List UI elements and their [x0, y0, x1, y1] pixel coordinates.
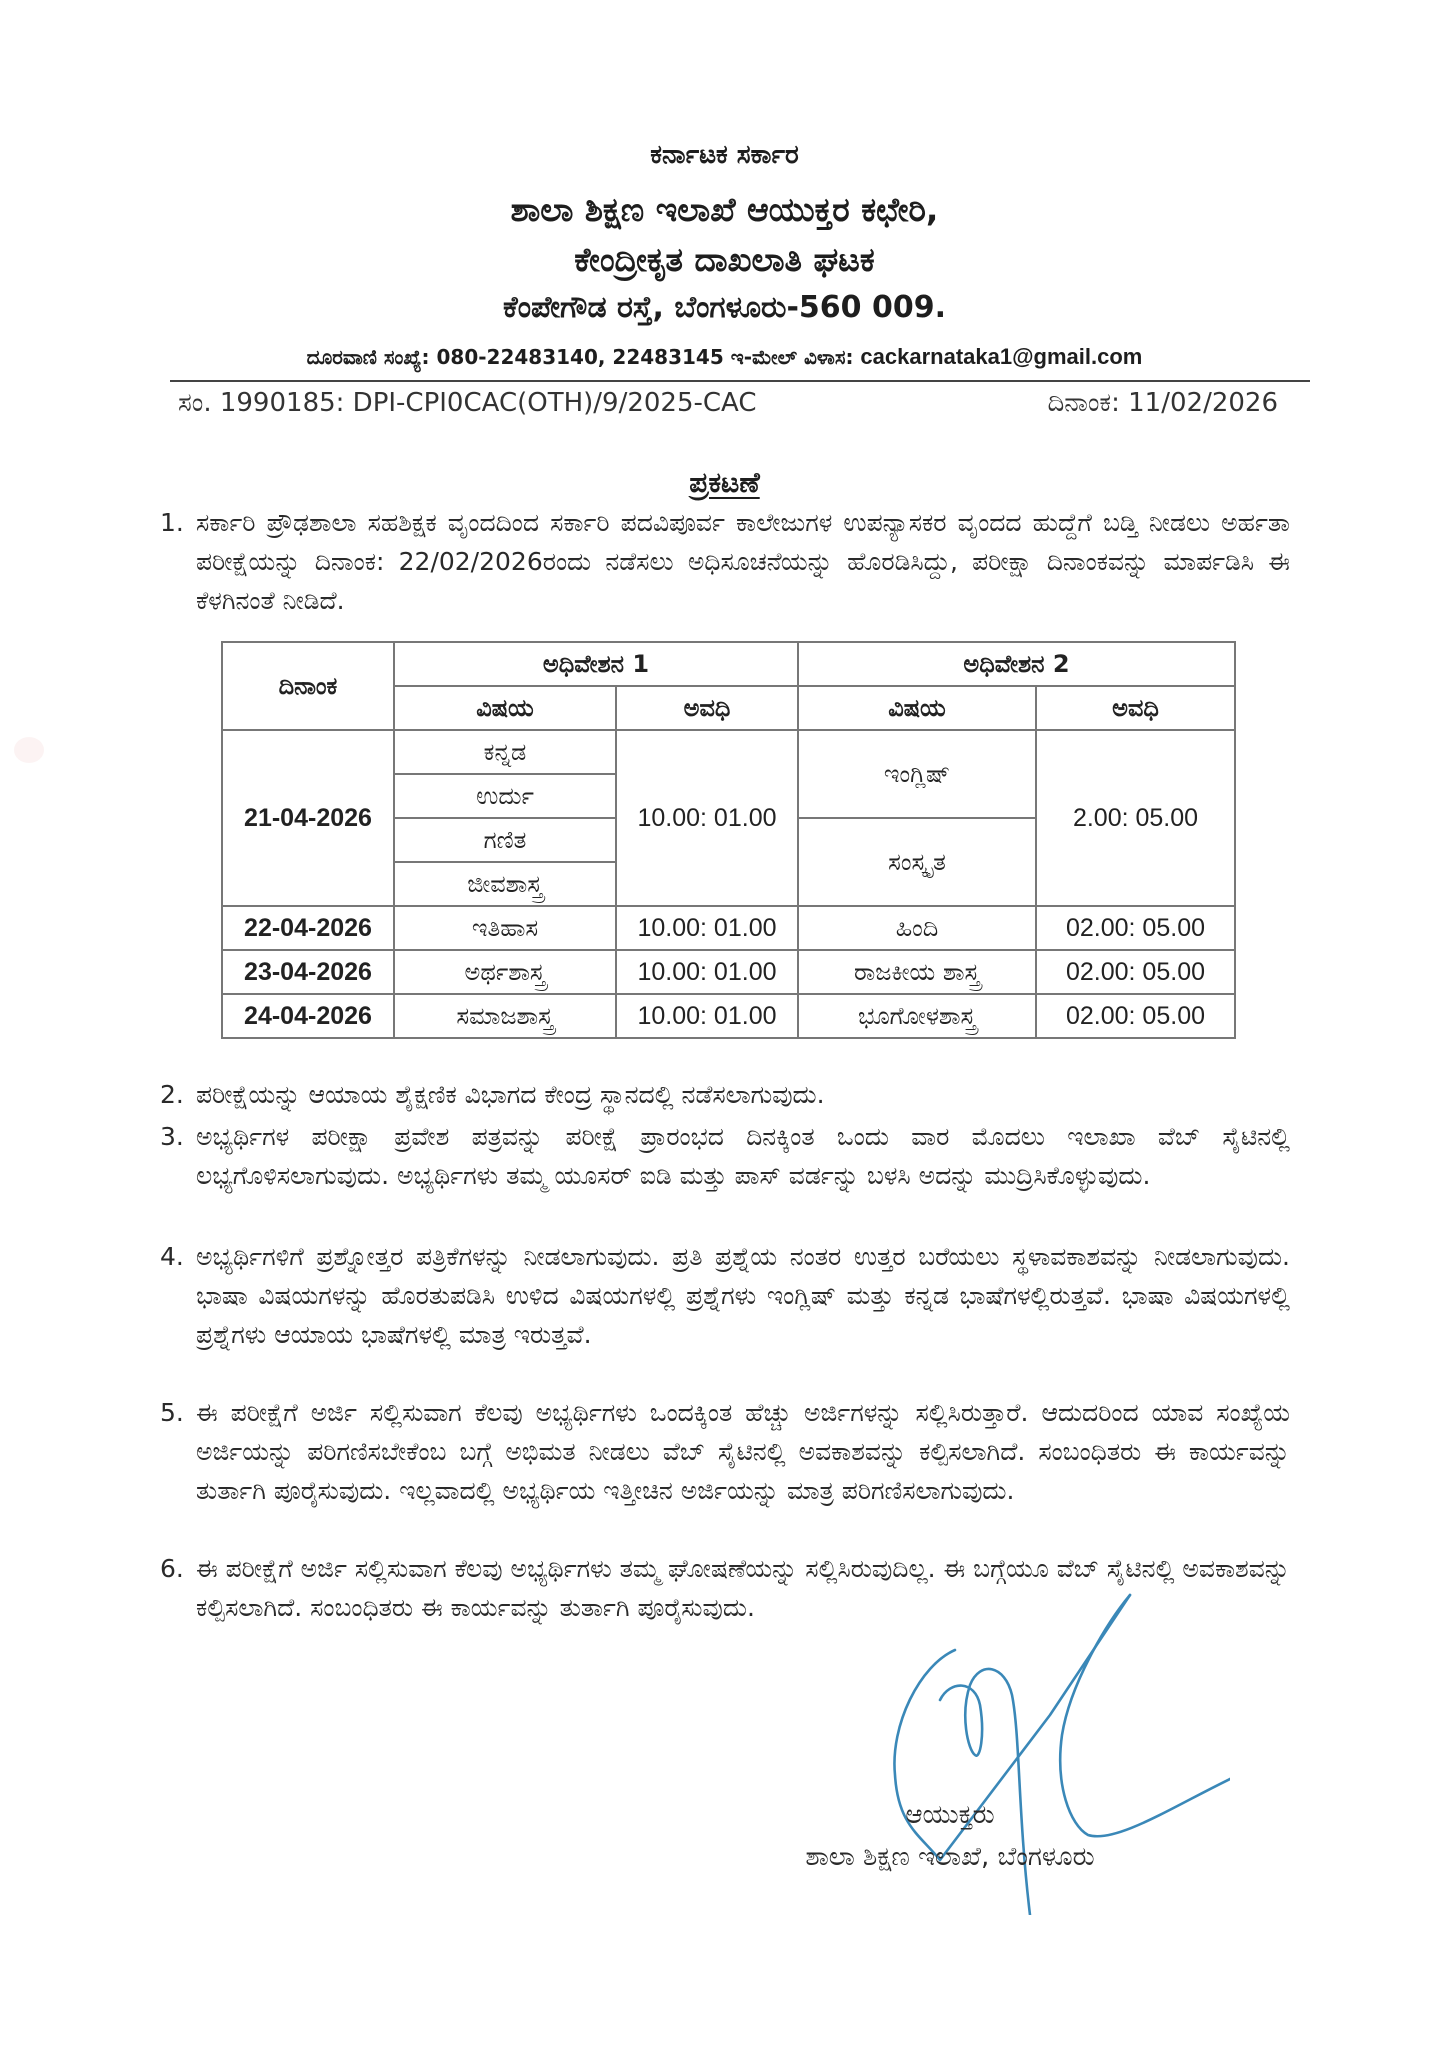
- issue-date: ದಿನಾಂಕ: 11/02/2026: [1047, 388, 1278, 418]
- header-date: ದಿನಾಂಕ: [222, 642, 394, 730]
- paragraph-number: 6.: [160, 1554, 184, 1583]
- paragraph-2: [160, 1075, 1290, 1114]
- cell-duration: 2.00: 05.00: [1036, 730, 1235, 906]
- government-name: ಕರ್ನಾಟಕ ಸರ್ಕಾರ: [650, 140, 799, 170]
- cell-duration: 02.00: 05.00: [1036, 950, 1235, 994]
- table-row: [222, 994, 1235, 1038]
- contact-line: [0, 344, 1449, 370]
- cell-subject: ಉರ್ದು: [394, 774, 616, 818]
- paragraph-text: ಈ ಪರೀಕ್ಷೆಗೆ ಅರ್ಜಿ ಸಲ್ಲಿಸುವಾಗ ಕೆಲವು ಅಭ್ಯರ್ಥಿಗಳು ಒಂದಕ್ಕಿಂತ ಹೆಚ್ಚು ಅರ್ಜಿಗಳನ್ನು ಸಲ್ಲಿಸಿರುತ್ತಾರೆ. ಆದುದರಿಂದ ಯಾವ ಸಂಖ್ಯೆಯ ಅರ್ಜಿಯನ್ನು ಪರಿಗಣಿಸಬೇಕೆಂಬ ಬಗ್ಗೆ ಅಭಿಮತ ನೀಡಲು ವೆಬ್ ಸೈಟಿನಲ್ಲಿ ಅವಕಾಶವನ್ನು ಕಲ್ಪಿಸಲಾಗಿದೆ. ಸಂಬಂಧಿತರು ಈ ಕಾರ್ಯವನ್ನು ತುರ್ತಾಗಿ ಪೂರೈಸುವುದು. ಇಲ್ಲವಾದಲ್ಲಿ ಅಭ್ಯರ್ಥಿಯ ಇತ್ತೀಚಿನ ಅರ್ಜಿಯನ್ನು ಮಾತ್ರ ಪರಿಗಣಿಸಲಾಗುವುದು.: [196, 1398, 1290, 1505]
- cell-date: 22-04-2026: [222, 906, 394, 950]
- table-row: [222, 950, 1235, 994]
- paragraph-number: 2.: [160, 1080, 184, 1109]
- cell-subject: ಇತಿಹಾಸ: [394, 906, 616, 950]
- office-name-line2: ಕೇಂದ್ರೀಕೃತ ದಾಖಲಾತಿ ಘಟಕ: [574, 240, 875, 279]
- cell-subject: ಕನ್ನಡ: [394, 730, 616, 774]
- notice-title: [0, 466, 1449, 500]
- cell-subject: ಭೂಗೋಳಶಾಸ್ತ್ರ: [798, 994, 1036, 1038]
- header-session-2: ಅಧಿವೇಶನ 2: [798, 642, 1235, 686]
- header-session1-subject: ವಿಷಯ: [394, 686, 616, 730]
- office-name-line1: ಶಾಲಾ ಶಿಕ್ಷಣ ಇಲಾಖೆ ಆಯುಕ್ತರ ಕಛೇರಿ,: [510, 190, 939, 229]
- paragraph-text: ಅಭ್ಯರ್ಥಿಗಳಿಗೆ ಪ್ರಶ್ನೋತ್ತರ ಪತ್ರಿಕೆಗಳನ್ನು ನೀಡಲಾಗುವುದು. ಪ್ರತಿ ಪ್ರಶ್ನೆಯ ನಂತರ ಉತ್ತರ ಬರೆಯಲು ಸ್ಥಳಾವಕಾಶವನ್ನು ನೀಡಲಾಗುವುದು. ಭಾಷಾ ವಿಷಯಗಳನ್ನು ಹೊರತುಪಡಿಸಿ ಉಳಿದ ವಿಷಯಗಳಲ್ಲಿ ಪ್ರಶ್ನೆಗಳು ಇಂಗ್ಲಿಷ್ ಮತ್ತು ಕನ್ನಡ ಭಾಷೆಗಳಲ್ಲಿರುತ್ತವೆ. ಭಾಷಾ ವಿಷಯಗಳಲ್ಲಿ ಪ್ರಶ್ನೆಗಳು ಆಯಾಯ ಭಾಷೆಗಳಲ್ಲಿ ಮಾತ್ರ ಇರುತ್ತವೆ.: [196, 1242, 1290, 1349]
- signatory-department: ಶಾಲಾ ಶಿಕ್ಷಣ ಇಲಾಖೆ, ಬೆಂಗಳೂರು: [805, 1842, 1095, 1872]
- cell-subject: ಸಂಸ್ಕೃತ: [798, 818, 1036, 906]
- table-row: [222, 906, 1235, 950]
- paragraph-number: 1.: [160, 508, 184, 537]
- cell-subject: ಹಿಂದಿ: [798, 906, 1036, 950]
- cell-duration: 10.00: 01.00: [616, 730, 798, 906]
- header-divider: [170, 380, 1310, 382]
- paragraph-3: [160, 1117, 1290, 1195]
- table-header-row-1: [222, 642, 1235, 686]
- cell-duration: 10.00: 01.00: [616, 994, 798, 1038]
- paragraph-5: [160, 1393, 1290, 1510]
- cell-subject: ಅರ್ಥಶಾಸ್ತ್ರ: [394, 950, 616, 994]
- paragraph-text: ಈ ಪರೀಕ್ಷೆಗೆ ಅರ್ಜಿ ಸಲ್ಲಿಸುವಾಗ ಕೆಲವು ಅಭ್ಯರ್ಥಿಗಳು ತಮ್ಮ ಘೋಷಣೆಯನ್ನು ಸಲ್ಲಿಸಿರುವುದಿಲ್ಲ. ಈ ಬಗ್ಗೆಯೂ ವೆಬ್ ಸೈಟಿನಲ್ಲಿ ಅವಕಾಶವನ್ನು ಕಲ್ಪಿಸಲಾಗಿದೆ. ಸಂಬಂಧಿತರು ಈ ಕಾರ್ಯವನ್ನು ತುರ್ತಾಗಿ ಪೂರೈಸುವುದು.: [196, 1554, 1291, 1622]
- cell-subject: ಜೀವಶಾಸ್ತ್ರ: [394, 862, 616, 906]
- cell-subject: ಇಂಗ್ಲಿಷ್: [798, 730, 1036, 818]
- paragraph-number: 3.: [160, 1122, 184, 1151]
- paragraph-4: [160, 1237, 1290, 1354]
- paragraph-number: 5.: [160, 1398, 184, 1427]
- paragraph-number: 4.: [160, 1242, 184, 1271]
- header-session2-subject: ವಿಷಯ: [798, 686, 1036, 730]
- email-label: ಇ-ಮೇಲ್ ವಿಳಾಸ:: [730, 345, 854, 369]
- header-session2-duration: ಅವಧಿ: [1036, 686, 1235, 730]
- cell-duration: 02.00: 05.00: [1036, 994, 1235, 1038]
- phone-label: ದೂರವಾಣಿ ಸಂಖ್ಯೆ:: [306, 345, 430, 369]
- cell-date: 24-04-2026: [222, 994, 394, 1038]
- paragraph-1: [160, 503, 1290, 620]
- exam-schedule-table: [221, 641, 1236, 1039]
- cell-date: 23-04-2026: [222, 950, 394, 994]
- table-row: [222, 730, 1235, 774]
- signatory-title: ಆಯುಕ್ತರು: [905, 1800, 995, 1830]
- header-session1-duration: ಅವಧಿ: [616, 686, 798, 730]
- paragraph-text: ಪರೀಕ್ಷೆಯನ್ನು ಆಯಾಯ ಶೈಕ್ಷಣಿಕ ವಿಭಾಗದ ಕೇಂದ್ರ ಸ್ಥಾನದಲ್ಲಿ ನಡೆಸಲಾಗುವುದು.: [196, 1080, 825, 1109]
- header-session-1: ಅಧಿವೇಶನ 1: [394, 642, 798, 686]
- office-address: ಕೆಂಪೇಗೌಡ ರಸ್ತೆ, ಬೆಂಗಳೂರು-560 009.: [503, 290, 946, 325]
- reference-number: ಸಂ. 1990185: DPI-CPI0CAC(OTH)/9/2025-CAC: [178, 388, 757, 418]
- signature-stroke: [940, 1669, 1030, 1915]
- phone-numbers: 080-22483140, 22483145: [436, 345, 724, 369]
- cell-subject: ಸಮಾಜಶಾಸ್ತ್ರ: [394, 994, 616, 1038]
- cell-subject: ರಾಜಕೀಯ ಶಾಸ್ತ್ರ: [798, 950, 1036, 994]
- email-address: cackarnataka1@gmail.com: [860, 344, 1143, 369]
- notice-title-text: ಪ್ರಕಟಣೆ: [689, 466, 760, 499]
- cell-duration: 02.00: 05.00: [1036, 906, 1235, 950]
- cell-duration: 10.00: 01.00: [616, 906, 798, 950]
- cell-date: 21-04-2026: [222, 730, 394, 906]
- cell-duration: 10.00: 01.00: [616, 950, 798, 994]
- cell-subject: ಗಣಿತ: [394, 818, 616, 862]
- scan-smudge: [14, 737, 44, 763]
- paragraph-text: ಸರ್ಕಾರಿ ಪ್ರೌಢಶಾಲಾ ಸಹಶಿಕ್ಷಕ ವೃಂದದಿಂದ ಸರ್ಕಾರಿ ಪದವಿಪೂರ್ವ ಕಾಲೇಜುಗಳ ಉಪನ್ಯಾಸಕರ ವೃಂದದ ಹುದ್ದೆಗೆ ಬಡ್ತಿ ನೀಡಲು ಅರ್ಹತಾ ಪರೀಕ್ಷೆಯನ್ನು ದಿನಾಂಕ: 22/02/2026ರಂದು ನಡೆಸಲು ಅಧಿಸೂಚನೆಯನ್ನು ಹೊರಡಿಸಿದ್ದು, ಪರೀಕ್ಷಾ ದಿನಾಂಕವನ್ನು ಮಾರ್ಪಡಿಸಿ ಈ ಕೆಳಗಿನಂತೆ ನೀಡಿದೆ.: [196, 508, 1290, 615]
- paragraph-text: ಅಭ್ಯರ್ಥಿಗಳ ಪರೀಕ್ಷಾ ಪ್ರವೇಶ ಪತ್ರವನ್ನು ಪರೀಕ್ಷೆ ಪ್ರಾರಂಭದ ದಿನಕ್ಕಿಂತ ಒಂದು ವಾರ ಮೊದಲು ಇಲಾಖಾ ವೆಬ್ ಸೈಟಿನಲ್ಲಿ ಲಭ್ಯಗೊಳಿಸಲಾಗುವುದು. ಅಭ್ಯರ್ಥಿಗಳು ತಮ್ಮ ಯೂಸರ್ ಐಡಿ ಮತ್ತು ಪಾಸ್ ವರ್ಡನ್ನು ಬಳಸಿ ಅದನ್ನು ಮುದ್ರಿಸಿಕೊಳ್ಳುವುದು.: [196, 1122, 1290, 1190]
